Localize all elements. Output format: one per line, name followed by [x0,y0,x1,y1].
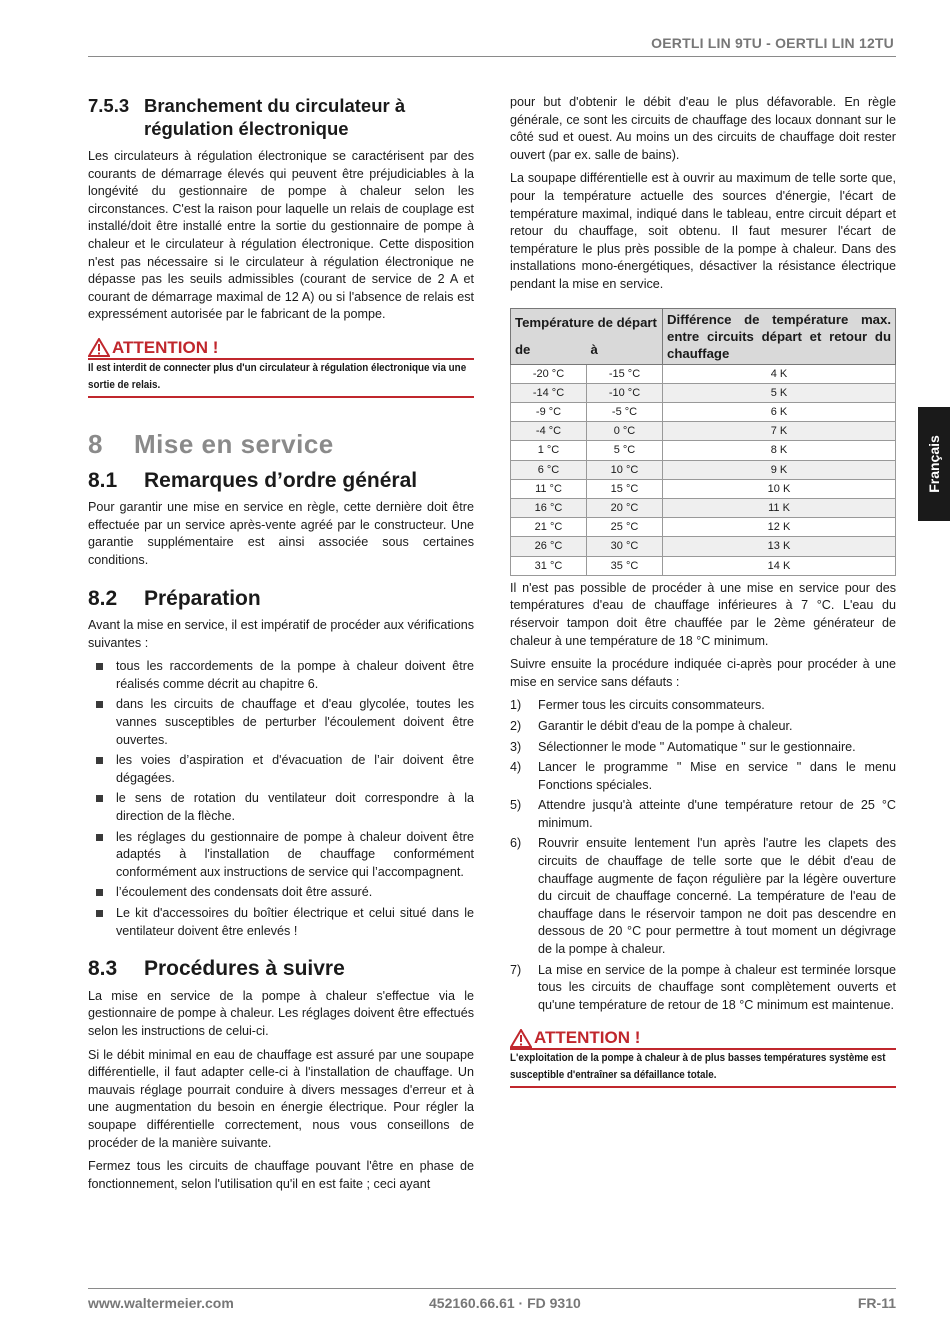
section-8-2-intro: Avant la mise en service, il est impératif de procéder aux vérifications suivantes : [88,618,474,650]
table-cell-from: 21 °C [511,518,587,537]
right-column [510,94,896,1096]
list-item: l’écoulement des condensats doit être assuré. [88,884,474,902]
table-cell-diff: 8 K [663,441,896,460]
chapter-8-heading [88,428,474,459]
step-text: Lancer le programme " Mise en service " dans le menu Fonctions spéciales. [538,760,896,792]
list-item [510,739,896,757]
section-8-1-heading [88,468,474,492]
table-header-flow-temp: Température de départ [511,308,663,336]
table-cell-from: 26 °C [511,537,587,556]
header-rule [88,56,896,57]
section-number: 8.2 [88,586,118,610]
table-cell-to: 35 °C [587,556,663,575]
table-row [511,479,896,498]
step-number: 2) [510,718,522,733]
step-text: Sélectionner le mode " Automatique " sur le gestionnaire. [538,739,856,754]
section-8-2-heading [88,586,474,610]
square-bullet-icon [96,795,103,802]
list-item: les réglages du gestionnaire de pompe à chaleur doivent être adaptés à l'installation de chauffage conformément conformément aux instructions de service qui l’accompagnent. [88,829,474,882]
list-item [510,759,896,794]
list-item [510,718,896,736]
attention-heading [88,338,474,360]
table-row [511,402,896,421]
table-cell-to: -10 °C [587,383,663,402]
section-title: Préparation [144,586,261,610]
step-number: 4) [510,760,522,775]
temperature-table [510,308,896,576]
table-row [511,518,896,537]
table-row [511,498,896,517]
table-cell-from: -4 °C [511,422,587,441]
footer-page-number: FR-11 [857,1295,896,1311]
document-title: OERTLI LIN 9TU - OERTLI LIN 12TU [651,35,894,51]
step-number: 3) [510,739,522,754]
table-cell-diff: 9 K [663,460,896,479]
attention-label: ATTENTION ! [112,337,219,357]
list-item: le sens de rotation du ventilateur doit correspondre à la direction de la flèche. [88,790,474,825]
table-cell-from: -14 °C [511,383,587,402]
square-bullet-icon [96,889,103,896]
chapter-title: Mise en service [134,428,334,459]
table-cell-diff: 6 K [663,402,896,421]
footer-doc-reference: 452160.66.61 · FD 9310 [429,1295,581,1311]
attention-heading [510,1028,896,1050]
attention-text: Il est interdit de connecter plus d'un circulateur à régulation électronique via une sortie de relais. [88,361,467,391]
square-bullet-icon [96,663,103,670]
table-cell-to: 15 °C [587,479,663,498]
preparation-checklist [88,658,474,940]
list-item [510,697,896,715]
table-cell-diff: 5 K [663,383,896,402]
table-cell-diff: 13 K [663,537,896,556]
square-bullet-icon [96,757,103,764]
step-text: Garantir le débit d'eau de la pompe à chaleur. [538,718,793,733]
right-paragraph-3: Il n'est pas possible de procéder à une mise en service pour des températures d'eau de chauffage inférieures à 7 °C. L'eau du réservoir tampon doit être chauffée par le 2ème générateur de chaleur à une température de 18 °C minimum. [510,580,896,648]
list-item: dans les circuits de chauffage et d'eau glycolée, toutes les vannes susceptibles de perturber l'écoulement doivent être ouvertes. [88,696,474,749]
chapter-number: 8 [88,428,103,459]
step-number: 6) [510,836,522,851]
table-cell-to: 30 °C [587,537,663,556]
section-8-3-paragraph-2: Si le débit minimal en eau de chauffage est assuré par une soupape différentielle, il faut adapter celle-ci à l'installation de chauffage. Un mauvais réglage pourrait conduire à divers messages d'erreur et à une augmentation du besoin en énergie électrique. Pour régler la soupape différentielle correctement, nous vous conseillons de procéder de la manière suivante. [88,1047,474,1150]
step-text: La mise en service de la pompe à chaleur est terminée lorsque tous les circuits de chauffage sont complètement ouverts et qu'une température de retour de 18 °C minimum est maintenue. [538,962,896,1012]
table-header-from: de [511,336,587,364]
language-tab [918,407,950,521]
table-row [511,537,896,556]
table-row [511,422,896,441]
table-cell-to: 20 °C [587,498,663,517]
section-8-3-paragraph-3: Fermez tous les circuits de chauffage pouvant l'être en phase de fonctionnement, selon l'utilisation qu'il en est faite ; ceci ayant [88,1159,474,1191]
list-item [510,962,896,1015]
warning-triangle-icon [510,1029,532,1048]
table-cell-to: -5 °C [587,402,663,421]
section-title-line2: régulation électronique [144,118,349,139]
section-8-3-paragraph-1: La mise en service de la pompe à chaleur s'effectue via le gestionnaire de pompe à chaleur. Les réglages doivent être effectués selon les instructions de celui-ci. [88,988,474,1038]
right-paragraph-4: Suivre ensuite la procédure indiquée ci-après pour procéder à une mise en service sans défauts : [510,657,896,689]
section-8-3-heading [88,957,474,981]
footer-website-link[interactable]: www.waltermeier.com [88,1295,234,1311]
table-row [511,383,896,402]
table-cell-to: 0 °C [587,422,663,441]
table-cell-diff: 11 K [663,498,896,517]
attention-text: L'exploitation de la pompe à chaleur à de plus basses températures système est susceptible d'entraîner sa défaillance totale. [510,1052,886,1082]
list-item [510,835,896,958]
attention-box [88,338,474,398]
table-cell-to: 5 °C [587,441,663,460]
table-cell-diff: 4 K [663,364,896,383]
warning-triangle-icon [88,338,110,357]
attention-label: ATTENTION ! [534,1028,641,1048]
square-bullet-icon [96,834,103,841]
section-number: 8.1 [88,468,118,492]
table-cell-diff: 12 K [663,518,896,537]
table-cell-diff: 10 K [663,479,896,498]
square-bullet-icon [96,910,103,917]
table-cell-diff: 14 K [663,556,896,575]
right-paragraph-1: pour but d'obtenir le débit d'eau le plus défavorable. En règle générale, ce sont les circuits de chauffage des locaux donnant sur le côté sud et ouest. Au moins un des circuits de chauffage doit rester ouvert (par ex. salle de bains). [510,95,896,162]
list-item [510,797,896,832]
section-7-5-3-paragraph: Les circulateurs à régulation électronique se caractérisent par des courants de démarrage élevés qui peuvent être préjudiciables à la longévité du gestionnaire de pompe à chaleur selon les circonstances. C'est la raison pour laquelle un relais de couplage est installé/doit être installé entre la sortie du gestionnaire de pompe à chaleur et le circulateur à régulation électronique. Cette disposition n'est pas nécessaire si le circulateur à régulation électronique ne dépasse pas les seuils admissibles (courant de service de 2 A et courant de démarrage maximal de 12 A) ou si l'absence de relais est expressément autorisée par le fabricant de la pompe. [88,149,474,322]
attention-box [510,1028,896,1088]
language-tab-label: Français [926,435,942,493]
table-header-to: à [587,336,663,364]
section-7-5-3-heading [88,94,474,140]
footer-rule [88,1288,896,1289]
left-column [88,94,474,1199]
right-paragraph-2: La soupape différentielle est à ouvrir au maximum de telle sorte que, pour la température actuelle des sources d'énergie, l'écart de température maximal, indiqué dans le tableau, entre circuit départ et retour du chauffage, soit obtenu. Il faut mesurer l'écart de température le plus près possible de la pompe à chaleur. Dans des installations mono-énergétiques, désactiver la résistance électrique pendant la mise en service. [510,171,896,291]
step-number: 1) [510,698,522,713]
list-item: tous les raccordements de la pompe à chaleur doivent être réalisés comme décrit au chapitre 6. [88,658,474,693]
step-number: 7) [510,962,522,977]
table-cell-to: 25 °C [587,518,663,537]
step-text: Rouvrir ensuite lentement l'un après l'autre les clapets des circuits de chauffage de telle sorte que le débit d'eau de chauffage augmente de façon régulière par la légère ouverture du circuit de chauffage concerné. La température de l'eau de chauffage dans le réservoir tampon ne doit pas descendre en dessous de 20 °C pour permettre à tout moment un dégivrage de la pompe à chaleur. [538,836,896,957]
section-number: 7.5.3 [88,95,130,116]
table-cell-from: 11 °C [511,479,587,498]
table-cell-to: -15 °C [587,364,663,383]
table-row [511,556,896,575]
table-row [511,364,896,383]
table-header-max-diff: Différence de température max. entre circuits départ et retour du chauffage [663,308,896,364]
table-cell-to: 10 °C [587,460,663,479]
list-item: Le kit d'accessoires du boîtier électrique et celui situé dans le ventilateur doivent être enlevés ! [88,905,474,940]
step-number: 5) [510,798,522,813]
section-title-line1: Branchement du circulateur à [144,95,406,116]
table-cell-from: 1 °C [511,441,587,460]
step-text: Attendre jusqu'à atteinte d'une température retour de 25 °C minimum. [538,798,896,830]
step-text: Fermer tous les circuits consommateurs. [538,698,765,713]
square-bullet-icon [96,701,103,708]
section-title: Procédures à suivre [144,957,345,981]
table-body [511,364,896,575]
table-cell-from: 6 °C [511,460,587,479]
table-cell-from: 16 °C [511,498,587,517]
section-number: 8.3 [88,957,118,981]
table-row [511,441,896,460]
table-cell-from: -9 °C [511,402,587,421]
commissioning-steps [510,697,896,1014]
section-8-1-paragraph: Pour garantir une mise en service en règle, cette dernière doit être effectuée par un service après-vente agréé par le constructeur. Une garantie supplémentaire est ainsi associée sous certaines conditions. [88,500,474,567]
table-cell-from: 31 °C [511,556,587,575]
table-cell-diff: 7 K [663,422,896,441]
table-cell-from: -20 °C [511,364,587,383]
table-row [511,460,896,479]
list-item: les voies d’aspiration et d'évacuation de l’air doivent être dégagées. [88,752,474,787]
section-title: Remarques d’ordre général [144,468,418,492]
